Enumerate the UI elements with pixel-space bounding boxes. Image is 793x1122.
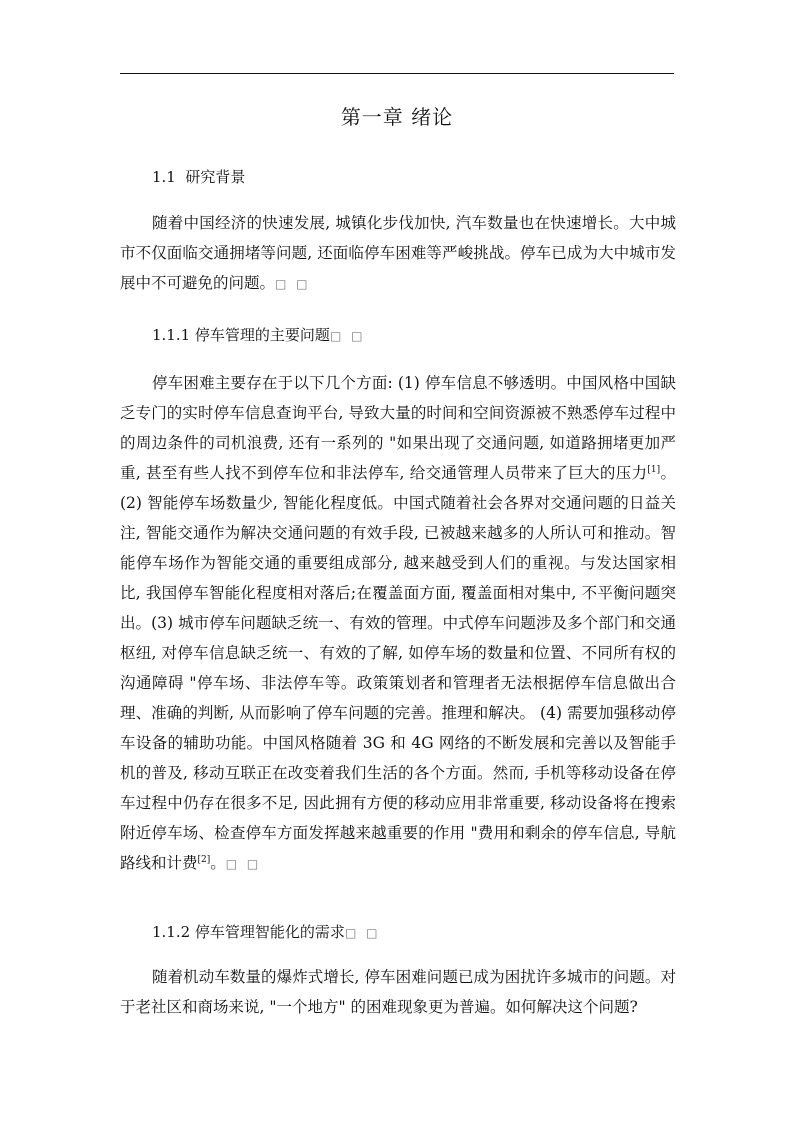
paragraph-text-part2: 。(2) 智能停车场数量少, 智能化程度低。中国式随着社会各界对交通问题的日益关注, 智能交通作为解决交通问题的有效手段, 已被越来越多的人所认可和推动。智能停车场作为智能交通的重要组成部分, 越来越受到人们的重视。与发达国家相比, 我国停车智能化程度相对落后;在覆盖面方面, 覆盖面相对集中, 不平衡问题突出。(3) 城市停车问题缺乏统一、有效的管理。中式停车问题涉及多个部门和交通枢纽, 对停车信息缺乏统一、有效的了解, 如停车场的数量和位置、不同所有权的沟通障碍 "停车场、非法停车等。政策策划者和管理者无法根据停车信息做出合理、准确的判断, 从而影响了停车问题的完善。推理和解决。 (4) 需要加强移动停车设备的辅助功能。中国风格随着 3G 和 4G 网络的不断发展和完善以及智能手机的普及, 移动互联正在改变着我们生活的各个方面。然而, 手机等移动设备在停车过程中仍存在很多不足, 因此拥有方便的移动应用非常重要, 移动设备将在搜索附近停车场、检查停车方面发挥越来越重要的作用 "费用和剩余的停车信息, 导航路线和计费: [120, 464, 676, 872]
paragraph-text: 随着机动车数量的爆炸式增长, 停车困难问题已成为困扰许多城市的问题。对于老社区和商场来说, "一个地方" 的困难现象更为普遍。如何解决这个问题?: [120, 968, 676, 1016]
placeholder-glyphs: □ □: [275, 277, 311, 291]
section-heading-1-1: [152, 167, 245, 187]
section-heading-text: 1.1.1 停车管理的主要问题: [152, 326, 330, 344]
paragraph-text-part3: 。: [210, 854, 226, 872]
citation-ref-2[interactable]: [2]: [197, 855, 211, 865]
section-title: 研究背景: [185, 168, 246, 186]
paragraph-research-background: [120, 208, 676, 299]
section-heading-1-1-1: [152, 325, 365, 346]
citation-ref-1[interactable]: [1]: [647, 465, 661, 475]
chapter-title: 第一章 绪论: [340, 105, 454, 129]
header-rule: [120, 73, 674, 74]
section-heading-text: 1.1.2 停车管理智能化的需求: [152, 923, 345, 941]
placeholder-glyphs: □ □: [344, 926, 381, 940]
placeholder-glyphs: □ □: [225, 857, 262, 871]
paragraph-intelligent-demand: [120, 962, 676, 1022]
section-heading-1-1-2: [152, 922, 380, 943]
section-number: 1.1: [152, 168, 176, 186]
paragraph-parking-problems: [120, 368, 676, 879]
placeholder-glyphs: □ □: [329, 329, 366, 343]
paragraph-text: 随着中国经济的快速发展, 城镇化步伐加快, 汽车数量也在快速增长。大中城市不仅面临交通拥堵等问题, 还面临停车困难等严峻挑战。停车已成为大中城市发展中不可避免的问题。: [120, 214, 676, 292]
paragraph-text-part1: 停车困难主要存在于以下几个方面: (1) 停车信息不够透明。中国风格中国缺乏专门的实时停车信息查询平台, 导致大量的时间和空间资源被不熟悉停车过程中的周边条件的司机浪费, 还有一系列的 "如果出现了交通问题, 如道路拥堵更加严重, 甚至有些人找不到停车位和非法停车, 给交通管理人员带来了巨大的压力: [120, 374, 676, 482]
